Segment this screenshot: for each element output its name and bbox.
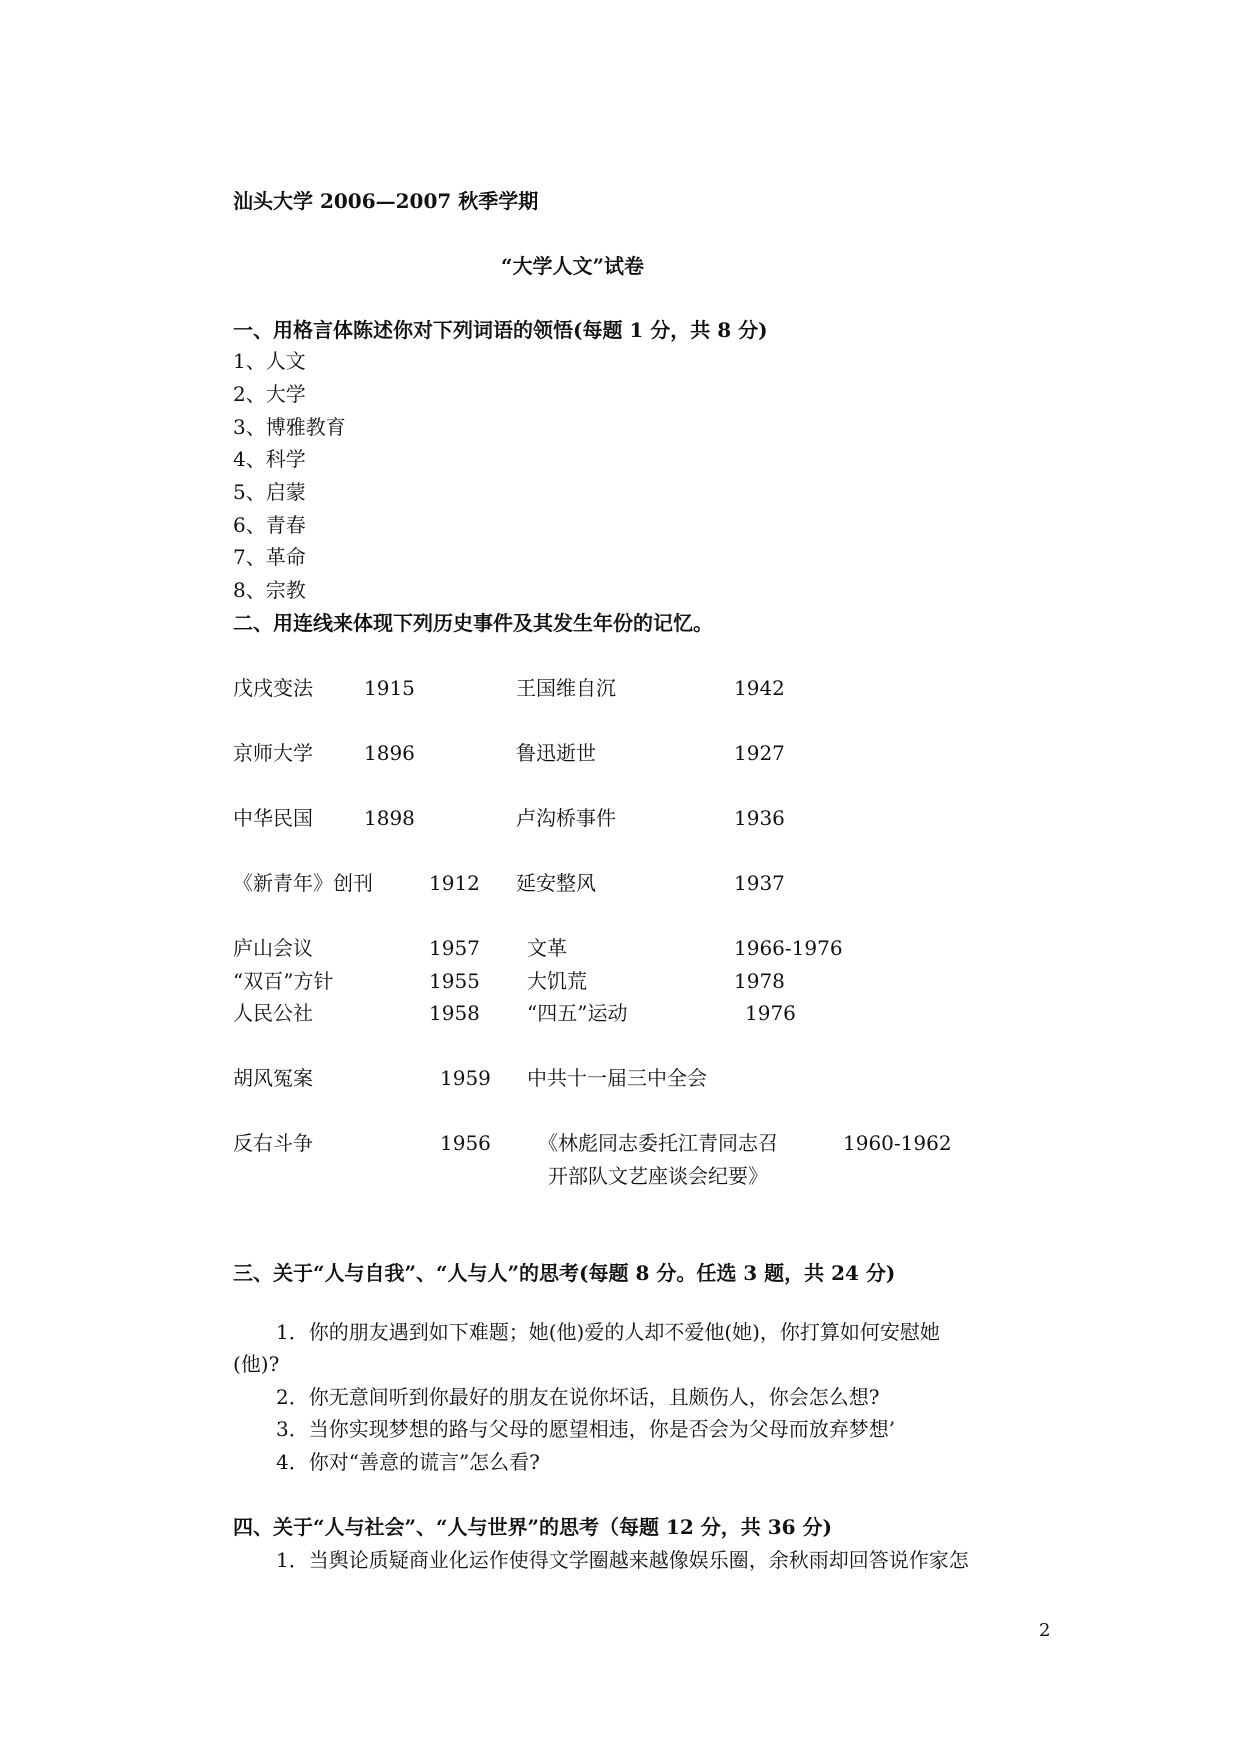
year-right: 1960-1962	[843, 1131, 952, 1155]
year-right: 1927	[734, 741, 785, 765]
event-left: “双百”方针	[233, 969, 334, 993]
event-left: 戊戌变法	[233, 676, 313, 700]
year-right: 1966-1976	[734, 936, 843, 960]
year-left: 1955	[429, 969, 480, 993]
year-left: 1912	[429, 871, 480, 895]
section2-heading: 二、用连线来体现下列历史事件及其发生年份的记忆。	[233, 611, 713, 635]
event-right: 卢沟桥事件	[516, 806, 616, 830]
year-right: 1936	[734, 806, 785, 830]
section1-item: 6、青春	[233, 513, 306, 537]
year-left: 1956	[440, 1131, 491, 1155]
year-right: 1976	[745, 1001, 796, 1025]
section1-item: 1、人文	[233, 349, 306, 373]
year-left: 1896	[364, 741, 415, 765]
section3-heading: 三、关于“人与自我”、“人与人”的思考(每题 8 分。任选 3 题，共 24 分)	[233, 1261, 896, 1285]
exam-title: “大学人文”试卷	[501, 254, 645, 278]
event-right: 王国维自沉	[516, 676, 616, 700]
year-left: 1959	[440, 1066, 491, 1090]
year-right: 1978	[734, 969, 785, 993]
event-left: 反右斗争	[233, 1131, 313, 1155]
section1-item: 7、革命	[233, 545, 306, 569]
section3-question: 1．你的朋友遇到如下难题；她(他)爱的人却不爱他(她)，你打算如何安慰她	[276, 1320, 940, 1344]
section1-item: 5、启蒙	[233, 480, 306, 504]
year-left: 1958	[429, 1001, 480, 1025]
section4-question: 1．当舆论质疑商业化运作使得文学圈越来越像娱乐圈，余秋雨却回答说作家怎	[276, 1548, 969, 1572]
event-left: 庐山会议	[233, 936, 313, 960]
section1-item: 4、科学	[233, 447, 306, 471]
school-term-line: 汕头大学 2006—2007 秋季学期	[233, 189, 539, 213]
event-right: 中共十一届三中全会	[527, 1066, 707, 1090]
section3-question: 2．你无意间听到你最好的朋友在说你坏话，且颇伤人，你会怎么想?	[276, 1385, 880, 1409]
event-right: 大饥荒	[527, 969, 587, 993]
event-right: 鲁迅逝世	[516, 741, 596, 765]
page-number: 2	[1039, 1620, 1051, 1641]
event-right: 文革	[527, 936, 567, 960]
section3-question: 4．你对“善意的谎言”怎么看?	[276, 1450, 540, 1474]
year-left: 1957	[429, 936, 480, 960]
event-left: 《新青年》创刊	[233, 871, 373, 895]
section1-heading: 一、用格言体陈述你对下列词语的领悟(每题 1 分，共 8 分)	[233, 318, 768, 342]
event-right: 延安整风	[516, 871, 596, 895]
event-left: 京师大学	[233, 741, 313, 765]
event-left: 胡风冤案	[233, 1066, 313, 1090]
section1-item: 8、宗教	[233, 578, 306, 602]
event-right: 《林彪同志委托江青同志召	[538, 1131, 778, 1155]
event-right: “四五”运动	[527, 1001, 628, 1025]
year-right: 1942	[734, 676, 785, 700]
event-right-continued: 开部队文艺座谈会纪要》	[548, 1164, 768, 1188]
section1-item: 2、大学	[233, 382, 306, 406]
section3-question-continued: (他)?	[233, 1352, 280, 1376]
year-right: 1937	[734, 871, 785, 895]
section3-question: 3．当你实现梦想的路与父母的愿望相违，你是否会为父母而放弃梦想’	[276, 1417, 896, 1441]
section1-item: 3、博雅教育	[233, 415, 346, 439]
event-left: 人民公社	[233, 1001, 313, 1025]
section4-heading: 四、关于“人与社会”、“人与世界”的思考（每题 12 分，共 36 分)	[233, 1515, 832, 1539]
year-left: 1898	[364, 806, 415, 830]
event-left: 中华民国	[233, 806, 313, 830]
year-left: 1915	[364, 676, 415, 700]
